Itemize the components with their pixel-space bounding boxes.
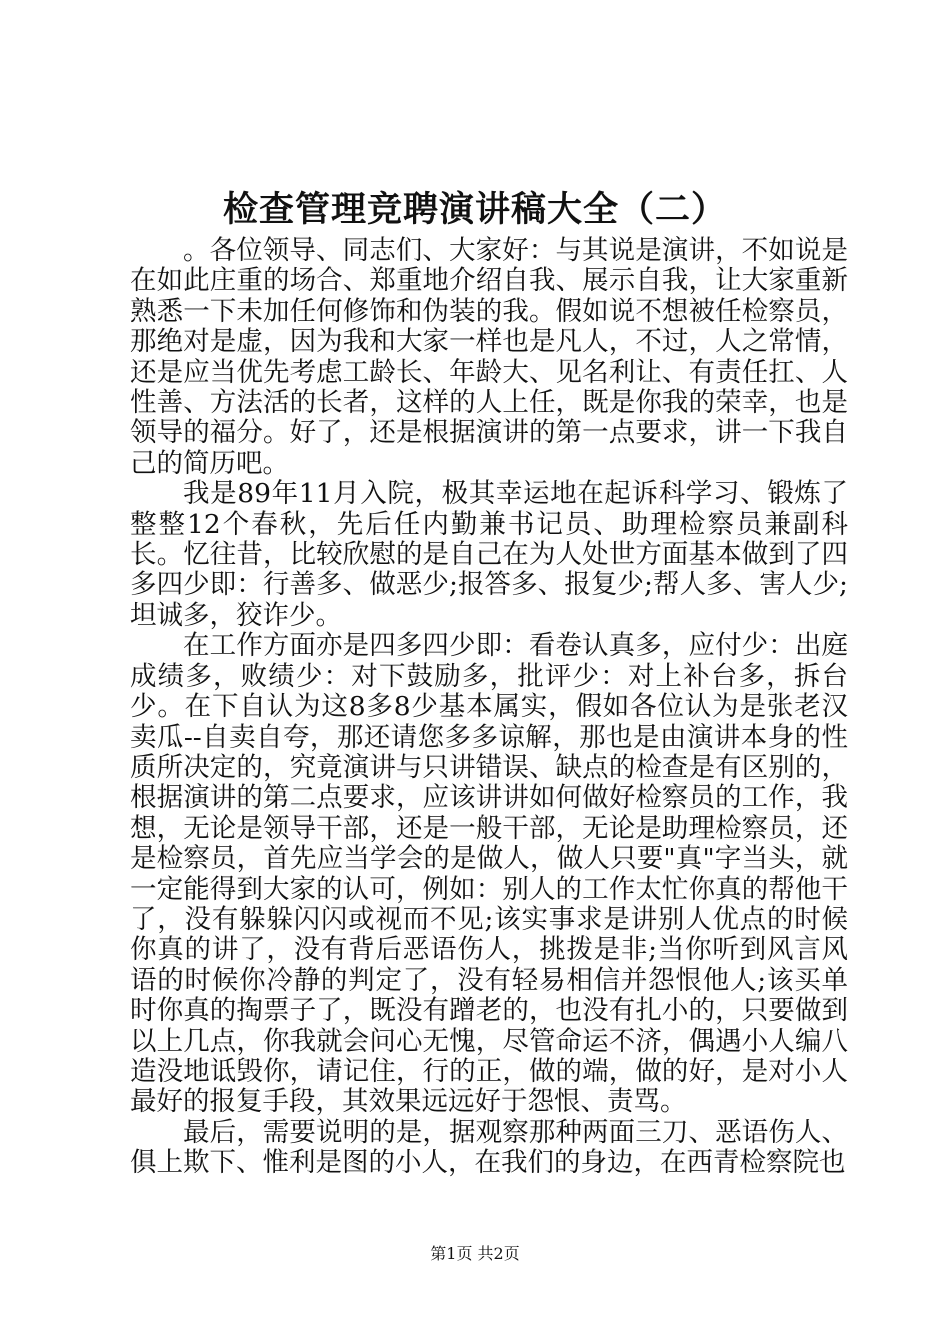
document-title: 检查管理竞聘演讲稿大全（二）: [222, 189, 727, 230]
page-footer: 第1页 共2页: [430, 1244, 520, 1263]
paragraph: 最后，需要说明的是，据观察那种两面三刀、恶语伤人、俱上欺下、惟利是图的小人，在我们的身边，在西青检察院也: [130, 1116, 848, 1179]
paragraph: 。各位领导、同志们、大家好：与其说是演讲，不如说是在如此庄重的场合、郑重地介绍自我、展示自我，让大家重新熟悉一下未加任何修饰和伪装的我。假如说不想被任检察员，那绝对是虚，因为我和大家一样也是凡人，不过，人之常情，还是应当优先考虑工龄长、年龄大、见名利让、有责任扛、人性善、方法活的长者，这样的人上任，既是你我的荣幸，也是领导的福分。好了，还是根据演讲的第一点要求，讲一下我自己的简历吧。: [130, 235, 848, 479]
document-body: [130, 236, 848, 1179]
paragraph: 我是89年11月入院，极其幸运地在起诉科学习、锻炼了整整12个春秋，先后任内勤兼书记员、助理检察员兼副科长。忆往昔，比较欣慰的是自己在为人处世方面基本做到了四多四少即：行善多、做恶少;报答多、报复少;帮人多、害人少;坦诚多，狡诈少。: [130, 478, 848, 631]
paragraph: 在工作方面亦是四多四少即：看卷认真多，应付少：出庭成绩多，败绩少：对下鼓励多，批评少：对上补台多，拆台少。在下自认为这8多8少基本属实，假如各位认为是张老汉卖瓜--自卖自夸，那还请您多多谅解，那也是由演讲本身的性质所决定的，究竟演讲与只讲错误、缺点的检查是有区别的，根据演讲的第二点要求，应该讲讲如何做好检察员的工作，我想，无论是领导干部，还是一般干部，无论是助理检察员，还是检察员，首先应当学会的是做人，做人只要"真"字当头，就一定能得到大家的认可，例如：别人的工作太忙你真的帮他干了，没有躲躲闪闪或视而不见;该实事求是讲别人优点的时候你真的讲了，没有背后恶语伤人，挑拨是非;当你听到风言风语的时候你冷静的判定了，没有轻易相信并怨恨他人;该买单时你真的掏票子了，既没有蹭老的，也没有扎小的，只要做到以上几点，你我就会问心无愧，尽管命运不济，偶遇小人编八造没地诋毁你，请记住，行的正，做的端，做的好，是对小人最好的报复手段，其效果远远好于怨恨、责骂。: [130, 630, 848, 1118]
